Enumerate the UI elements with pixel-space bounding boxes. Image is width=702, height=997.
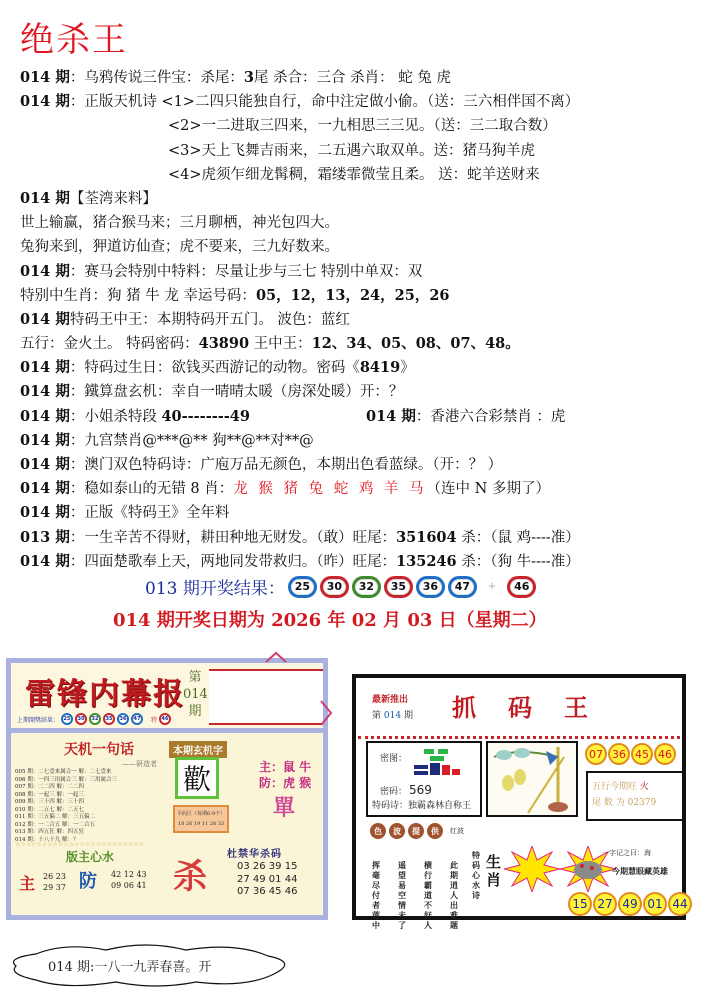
result-ball: 47 <box>448 576 477 598</box>
next-draw-date: 014 期开奖日期为 2026 年 02 月 03 日（星期二） <box>113 610 547 631</box>
top-numbers: 07 36 45 46 <box>585 743 676 765</box>
line-8: 兔狗来到，狎道访仙查；虎不要来，三九好数来。 <box>20 239 339 256</box>
xuanji-char: 歡 <box>175 757 219 799</box>
line-13: 014 期：特码过生日：欲钱买西游记的动物。密码《8419》 <box>20 359 415 377</box>
leifeng-issue: 第 014 期 <box>183 670 208 719</box>
line-11: 014 期特码王中王：本期特码开五门。 波色：蓝红 <box>20 310 350 328</box>
shengxiao-label: 生肖 <box>486 853 502 889</box>
chevron-up-icon[interactable] <box>264 651 288 663</box>
mima-box: 密图： 密码： 569 特码诗：独霸森林自称王 <box>366 741 482 817</box>
result-ball: 25 <box>288 576 317 598</box>
line-12: 五行：金火土。 特码密码：43890 王中王：12、34、05、08、07、48。 <box>20 335 520 353</box>
line-15: 014 期：小姐杀特段 40--------49 014 期：香港六合彩禁肖 ：虎 <box>20 407 566 425</box>
result-ball: 35 <box>384 576 413 598</box>
mitu-logo-icon <box>414 747 460 777</box>
shama-section: 杀 杜禁华杀码 03 26 39 15 27 49 01 44 07 36 45 46 <box>173 849 298 897</box>
line-5: <4>虎须乍细龙髯稠，霜缕霏微莹且柔。 送：蛇羊送财来 <box>168 166 540 183</box>
line-3: <2>一二进取三四来，一九相思三三见。（送：三二取合数） <box>168 118 557 135</box>
pingma-box: 平码区（每期6-9个） 18 26 19 11 28 33 <box>173 805 229 833</box>
line-19: 014 期：正版《特码王》全年料 <box>20 504 230 522</box>
line-2: 014 期：正版天机诗 <1>二四只能独自行，命中注定做小偷。（送：三六相伴国不离） <box>20 93 580 111</box>
results-label: 013 期开奖结果： <box>145 579 285 599</box>
special-ball: 46 <box>507 576 536 598</box>
line-16: 014 期：九宫禁肖@***@** 狗**@**对**@ <box>20 431 314 449</box>
line-9: 014 期：赛马会特别中特料：尽量让步与三七 特别中单双：双 <box>20 262 423 280</box>
draw-results <box>145 574 536 599</box>
line-10: 特别中生肖：狗 猪 牛 龙 幸运号码：05，12，13，24，25，26 <box>20 286 450 304</box>
wuxing-box: 五行今期旺 火 尾 数 为 02379 <box>586 771 684 821</box>
line-14: 014 期：鐵算盘玄机：幸自一晴晴太暖（房深处暖）开：？ <box>20 383 404 401</box>
line-1: 014 期：乌鸦传说三件宝：杀尾：3尾 杀合：三合 杀肖： 蛇 兔 虎 <box>20 69 451 86</box>
line-18: 014 期：稳如泰山的无错 8 肖：龙 猴 猪 兔 蛇 鸡 羊 马（连中 N 多期了） <box>20 480 550 498</box>
tianji-section: 天机一句话 ——研造者 005 期：二七壹来属合一 解：二七壹来 006 期：一四三用属合三 解：三用属合三 007 期：二二四 解：二二四 008 期：一起三 解：一起三 009 期：三十四 解：三十四 010 期：二五七 解：二五七 011 期：三五偏二 解：三五偏二 012 期：一二合五 解：一二合五 013 期：四五狂 解：四五狂 014 期：十八十九 解：？ <box>15 742 157 843</box>
page-title: 绝杀王 <box>20 20 128 60</box>
leifeng-header <box>11 663 323 733</box>
line-17: 014 期：澳门双色特码诗：广庖万品无颜色，本期出色看蓝绿。（开：？ ） <box>20 456 503 473</box>
line-6: 014 期【荃湾来料】 <box>20 189 157 207</box>
line-7: 世上输赢，猪合猴马来；三月聊栖，神光包四大。 <box>20 215 339 232</box>
starburst-icon <box>504 846 560 892</box>
zodiac-picks: 龙 猴 猪 兔 蛇 鸡 羊 马 <box>233 481 427 498</box>
leifeng-blank-panel <box>209 669 323 725</box>
bottom-numbers: 15 27 49 01 44 <box>568 892 692 916</box>
divider <box>358 736 680 739</box>
xuanji-zi-section: 本期玄机字 歡 主：鼠 牛 防：虎 猴 平码区（每期6-9个） 18 26 19 11 28 33 單 <box>169 739 321 833</box>
leifeng-title: 雷锋内幕报 <box>25 677 185 712</box>
illustration-bird-gourd <box>486 741 578 817</box>
newspaper-zhuamawang: 最新推出 第 014 期 抓码王 密图： 密码： 569 特码诗：独霸森林自称王 07 36 45 46 五行今期旺 火 尾 数 为 02379 色 波 提 供 红波 特码心水诗 此期逍人出难题 横行霸道不好人 遥望易空情未了 挥毫尽付者莲中 生肖 一字记之曰：海 今期慧眼藏英雄 15 27 49 01 44 <box>352 674 686 920</box>
result-ball: 30 <box>320 576 349 598</box>
line-21: 014 期：四面楚歌奉上天，两地同发带救归。（昨）旺尾：135246 杀：（狗 牛----准） <box>20 552 580 570</box>
line-20: 013 期：一生辛苦不得财，耕田种地无财发。（敢）旺尾：351604 杀：（鼠 鸡----准） <box>20 528 580 546</box>
forecast-lines <box>20 66 690 574</box>
sebo-row: 色 波 提 供 红波 <box>370 823 464 839</box>
dan-label: 單 <box>273 795 296 821</box>
result-ball: 36 <box>416 576 445 598</box>
banzhu-xinshui: ☆☆☆☆☆☆☆☆☆☆☆☆☆☆☆☆☆☆☆☆☆☆☆☆ 版主心水 主 26 23 29 37 防 42 12 43 09 06 41 <box>15 841 147 893</box>
newspaper-leifeng <box>6 658 328 920</box>
line-4: <3>天上飞舞吉雨来，二五遇六取双单。送：猪马狗羊虎 <box>168 142 536 159</box>
plus-icon: + <box>487 581 497 592</box>
leifeng-prev-results: 上期開獎結果： 25 30 32 35 36 47 特 46 <box>17 713 171 725</box>
cloud-text: 014 期:一八一九弄春喜。开 <box>48 960 212 975</box>
result-ball: 32 <box>352 576 381 598</box>
chevron-right-icon[interactable] <box>318 698 334 728</box>
zhuamawang-title: 抓码王 <box>452 693 620 722</box>
